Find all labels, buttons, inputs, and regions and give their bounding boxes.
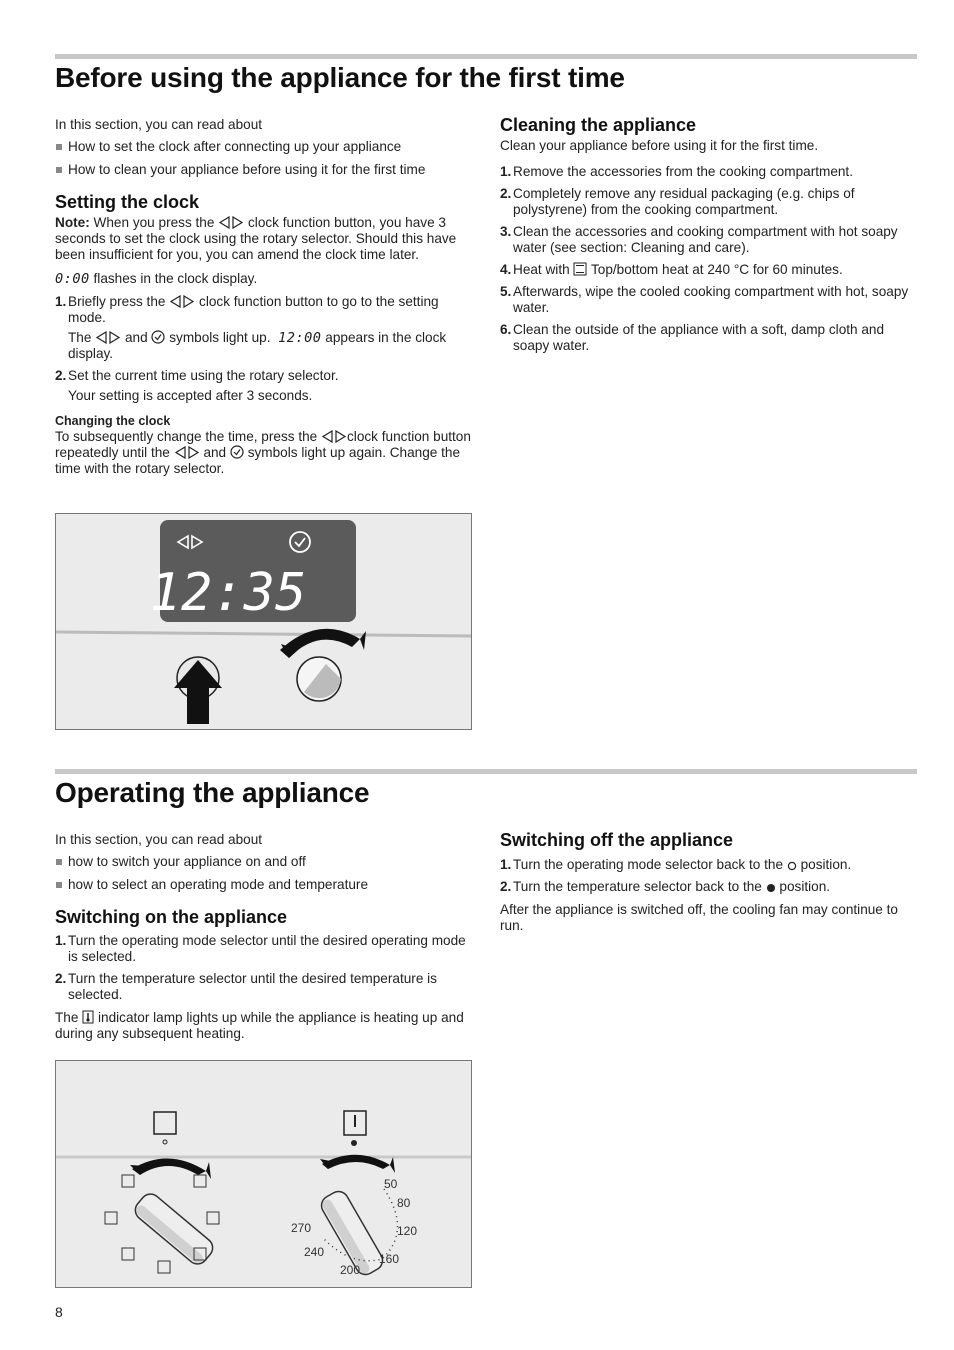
thermometer-indicator-icon <box>82 1010 94 1024</box>
clock-function-icon <box>169 295 195 308</box>
cleaning-step-6: 6. Clean the outside of the appliance with a soft, damp cloth and soapy water. <box>500 322 885 353</box>
indicator-lamp-text: The indicator lamp lights up while the appliance is heating up and during any subsequent heating. <box>55 1010 464 1041</box>
clock-function-icon <box>174 446 200 459</box>
timer-icon <box>230 445 244 459</box>
clock-function-icon <box>95 331 121 344</box>
flash-code: 0:00 <box>55 271 90 287</box>
note-label: Note: <box>55 215 90 230</box>
clock-flash-line: 0:00 flashes in the clock display. <box>55 271 258 287</box>
operating-bullet-1: how to switch your appliance on and off <box>55 854 473 870</box>
operating-left-column <box>55 832 473 1042</box>
switch-on-step-1: 1. Turn the operating mode selector until the desired operating mode is selected. <box>55 933 466 964</box>
clock-display-figure <box>55 513 472 730</box>
cleaning-step-4: 4. Heat with Top/bottom heat at 240 °C for 60 minutes. <box>500 262 843 277</box>
temp-240: 240 <box>304 1245 325 1259</box>
zero-position-icon <box>766 883 776 893</box>
temp-200: 200 <box>340 1263 361 1277</box>
off-position-icon <box>787 861 797 871</box>
top-bottom-heat-icon <box>573 262 587 276</box>
section-rule-top <box>55 54 917 59</box>
temp-270: 270 <box>291 1221 312 1235</box>
cleaning-heading: Cleaning the appliance <box>500 115 697 135</box>
selectors-illustration <box>56 1061 472 1288</box>
clock-illustration <box>56 514 472 730</box>
temp-120: 120 <box>397 1224 418 1238</box>
cleaning-step-5: 5. Afterwards, wipe the cooled cooking compartment with hot, soapy water. <box>500 284 909 315</box>
clock-function-icon <box>321 430 347 443</box>
temp-50: 50 <box>384 1177 398 1191</box>
clock-step-1: 1. Briefly press the clock function button to go to the setting mode. The and symbols light up. 12:00 appears in the clock display. <box>55 294 447 361</box>
setting-clock-heading: Setting the clock <box>55 192 200 212</box>
switch-off-step-1: 1. Turn the operating mode selector back to the position. <box>500 857 852 872</box>
operating-bullet-2: how to select an operating mode and temperature <box>55 877 473 893</box>
first-use-left-column <box>55 117 473 477</box>
switch-on-step-2: 2. Turn the temperature selector until the desired temperature is selected. <box>55 971 437 1002</box>
intro-bullet-2: How to clean your appliance before using it for the first time <box>55 162 473 178</box>
cleaning-step-1: 1. Remove the accessories from the cooking compartment. <box>500 164 853 179</box>
cooling-fan-note: After the appliance is switched off, the cooling fan may continue to run. <box>500 902 898 933</box>
operating-right-column <box>500 832 910 934</box>
clock-function-icon <box>218 216 244 229</box>
page-number: 8 <box>55 1304 63 1320</box>
switching-off-heading: Switching off the appliance <box>500 830 734 850</box>
switch-off-step-2: 2. Turn the temperature selector back to the position. <box>500 879 831 894</box>
section-title-first-use: Before using the appliance for the first time <box>55 62 625 93</box>
clock-step-2: 2. Set the current time using the rotary selector. Your setting is accepted after 3 seconds. <box>55 368 339 403</box>
timer-icon <box>151 330 165 344</box>
cleaning-intro: Clean your appliance before using it for the first time. <box>500 138 819 153</box>
switching-on-heading: Switching on the appliance <box>55 907 288 927</box>
operating-intro: In this section, you can read about <box>55 832 263 847</box>
temp-160: 160 <box>379 1252 400 1266</box>
clock-display-time: 12:35 <box>149 563 307 623</box>
cleaning-step-2: 2. Completely remove any residual packaging (e.g. chips of polystyrene) from the cooking compartment. <box>500 186 855 217</box>
temp-80: 80 <box>397 1196 411 1210</box>
intro-text: In this section, you can read about <box>55 117 263 132</box>
cleaning-step-3: 3. Clean the accessories and cooking compartment with hot soapy water (see section: Cleaning and care). <box>500 224 898 255</box>
section-title-operating: Operating the appliance <box>55 777 370 808</box>
section-rule-operating <box>55 769 917 774</box>
selector-knobs-figure <box>55 1060 472 1288</box>
first-use-right-column <box>500 117 910 354</box>
changing-clock-heading: Changing the clock <box>55 414 171 428</box>
fan-mode-icon <box>154 1112 176 1134</box>
intro-bullet-1: How to set the clock after connecting up your appliance <box>55 139 473 155</box>
clock-code: 12:00 <box>278 330 322 346</box>
changing-clock-text: To subsequently change the time, press the clock function button repeatedly until the and symbols light up again. Change the time with the rotary selector. <box>55 429 471 476</box>
clock-note: Note: When you press the clock function button, you have 3 seconds to set the clock using the rotary selector. Should this have been insufficient for you, you can amend the clock time later. <box>55 215 457 262</box>
